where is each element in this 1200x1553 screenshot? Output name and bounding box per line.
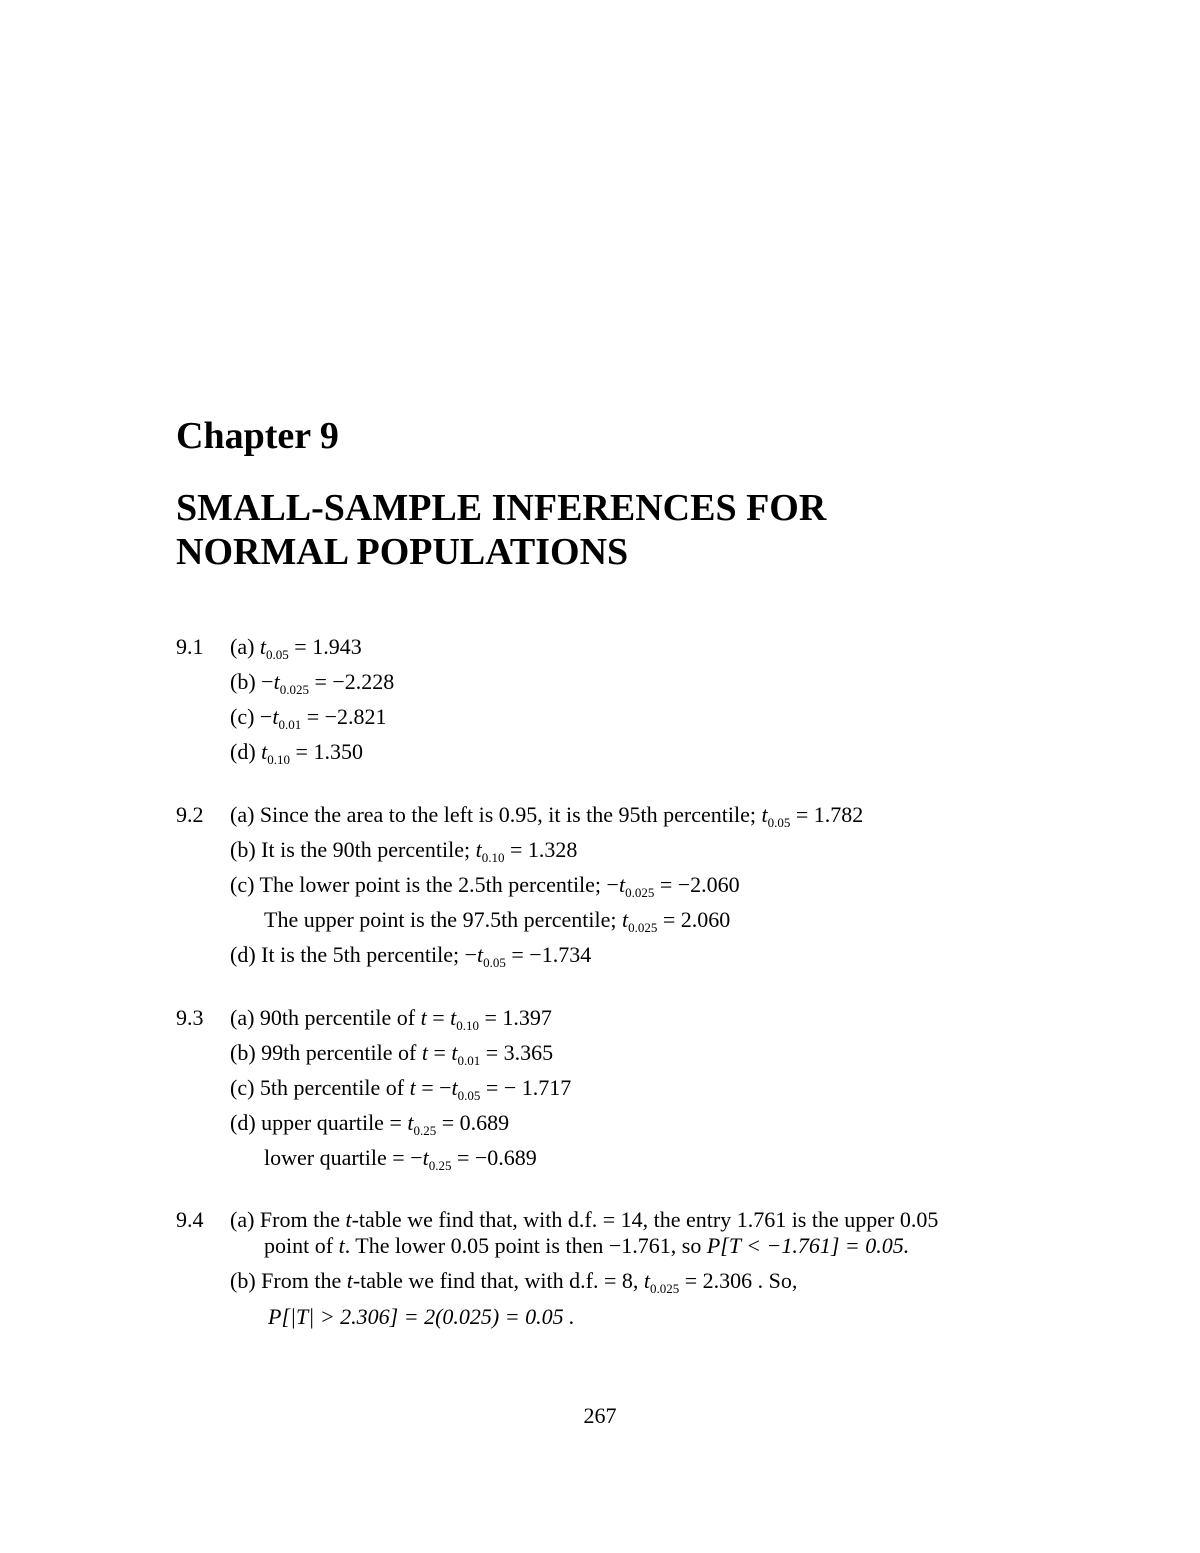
problem-line: (b) 99th percentile of $t = t_{0.01} = 3.365$: [230, 1040, 554, 1068]
chapter-title-line-2: NORMAL POPULATIONS: [176, 531, 629, 573]
problem-line: (b) It is the 90th percentile; $t_{0.10} = 1.328$: [230, 837, 578, 865]
problem-line: (c) 5th percentile of $t = -t_{0.05}$ = − 1.717: [230, 1075, 572, 1103]
problem-line: (a) $t_{0.05} = 1.943$: [230, 634, 362, 662]
problem-number: 9.4: [176, 1207, 204, 1232]
page-number: 267: [583, 1403, 617, 1428]
problem-line: (a) 90th percentile of $t = t_{0.10} = 1.397$: [230, 1005, 552, 1033]
problem-line: (b) From the t-table we find that, with d.f. = 8, $t_{0.025} = 2.306$ . So,: [230, 1268, 798, 1296]
problem-number: 9.1: [176, 634, 204, 659]
problem-line: (a) Since the area to the left is 0.95, it is the 95th percentile; $t_{0.05} = 1.782$: [230, 802, 864, 830]
problem-line: $(c) -t_{0.01} = -2.821$: [230, 704, 387, 732]
problem-line: (c) The lower point is the 2.5th percentile; $-t_{0.025} = -2.060$: [230, 872, 740, 900]
problem-line: P[|T| > 2.306] = 2(0.025) = 0.05 .: [268, 1304, 575, 1329]
problem-number: 9.2: [176, 802, 204, 827]
chapter-title-line-1: SMALL-SAMPLE INFERENCES FOR: [176, 487, 827, 529]
problem-line: (d) It is the 5th percentile; $-t_{0.05} = -1.734$: [230, 942, 592, 970]
problem-line: The upper point is the 97.5th percentile; $t_{0.025} = 2.060$: [264, 907, 731, 935]
problem-line: (a) From the t-table we find that, with d.f. = 14, the entry 1.761 is the upper 0.05: [230, 1207, 939, 1232]
chapter-heading: Chapter 9: [176, 415, 339, 457]
problem-line: $(b) -t_{0.025} = -2.228$: [230, 669, 395, 697]
problem-line: (d) $t_{0.10} = 1.350$: [230, 739, 363, 767]
problem-line: lower quartile = $-t_{0.25} = -0.689$: [264, 1145, 537, 1173]
chapter-title: [176, 486, 826, 574]
problem-line: (d) upper quartile = $t_{0.25} = 0.689$: [230, 1110, 510, 1138]
problem-number: 9.3: [176, 1005, 204, 1030]
problem-line: point of t. The lower 0.05 point is then −1.761, so P[T < −1.761] = 0.05.: [264, 1233, 910, 1258]
